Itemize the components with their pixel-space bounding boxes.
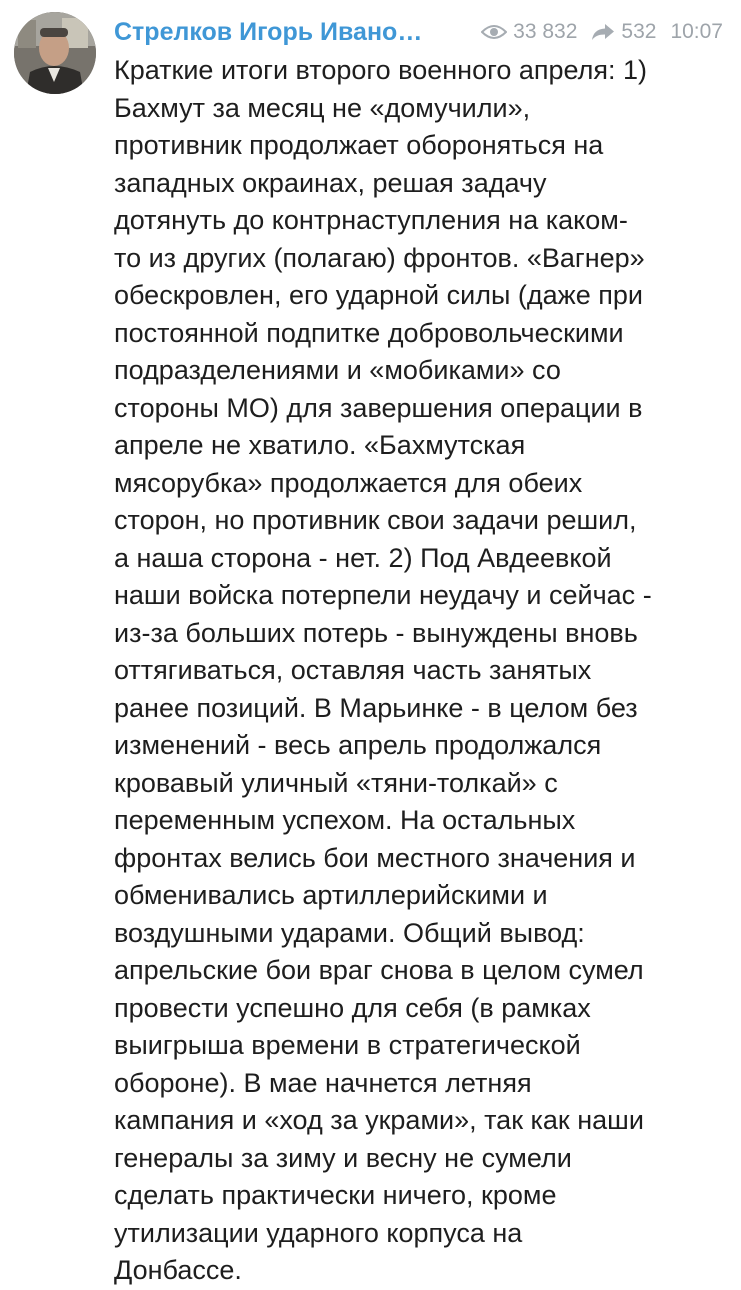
channel-name[interactable]: Стрелков Игорь Ивано… — [114, 17, 423, 46]
avatar-photo — [14, 12, 96, 94]
view-count: 33 832 — [513, 20, 578, 43]
eye-icon — [481, 24, 507, 40]
forward-arrow-icon — [591, 23, 615, 41]
post-meta — [481, 20, 723, 44]
post-header — [114, 14, 723, 50]
post-time: 10:07 — [670, 20, 723, 43]
avatar[interactable] — [14, 12, 96, 94]
forward-count: 532 — [621, 20, 657, 43]
message-text: Краткие итоги второго военного апреля: 1) Бахмут за месяц не «домучили», противник продолжает обороняться на западных окраинах, решая задачу дотянуть до контрнаступления на каком- то из других (полагаю) фронтов. «Вагнер» обескровлен, его ударной силы (даже при постоянной подпитке добровольческими подразделениями и «мобиками» со стороны МО) для завершения операции в апреле не хватило. «Бахмутская мясорубка» продолжается для обеих сторон, но противник свои задачи решил, а наша сторона - нет. 2) Под Авдеевкой наши войска потерпели неудачу и сейчас - из-за больших потерь - вынуждены вновь оттягиваться, оставляя часть занятых ранее позиций. В Марьинке - в целом без изменений - весь апрель продолжался кровавый уличный «тяни-толкай» с переменным успехом. На остальных фронтах велись бои местного значения и обменивались артиллерийскими и воздушными ударами. Общий вывод: апрельские бои враг снова в целом сумел провести успешно для себя (в рамках выигрыша времени в стратегической обороне). В мае начнется летняя кампания и «ход за украми», так как наши генералы за зиму и весну не сумели сделать практически ничего, кроме утилизации ударного корпуса на Донбассе. — [114, 55, 652, 1285]
